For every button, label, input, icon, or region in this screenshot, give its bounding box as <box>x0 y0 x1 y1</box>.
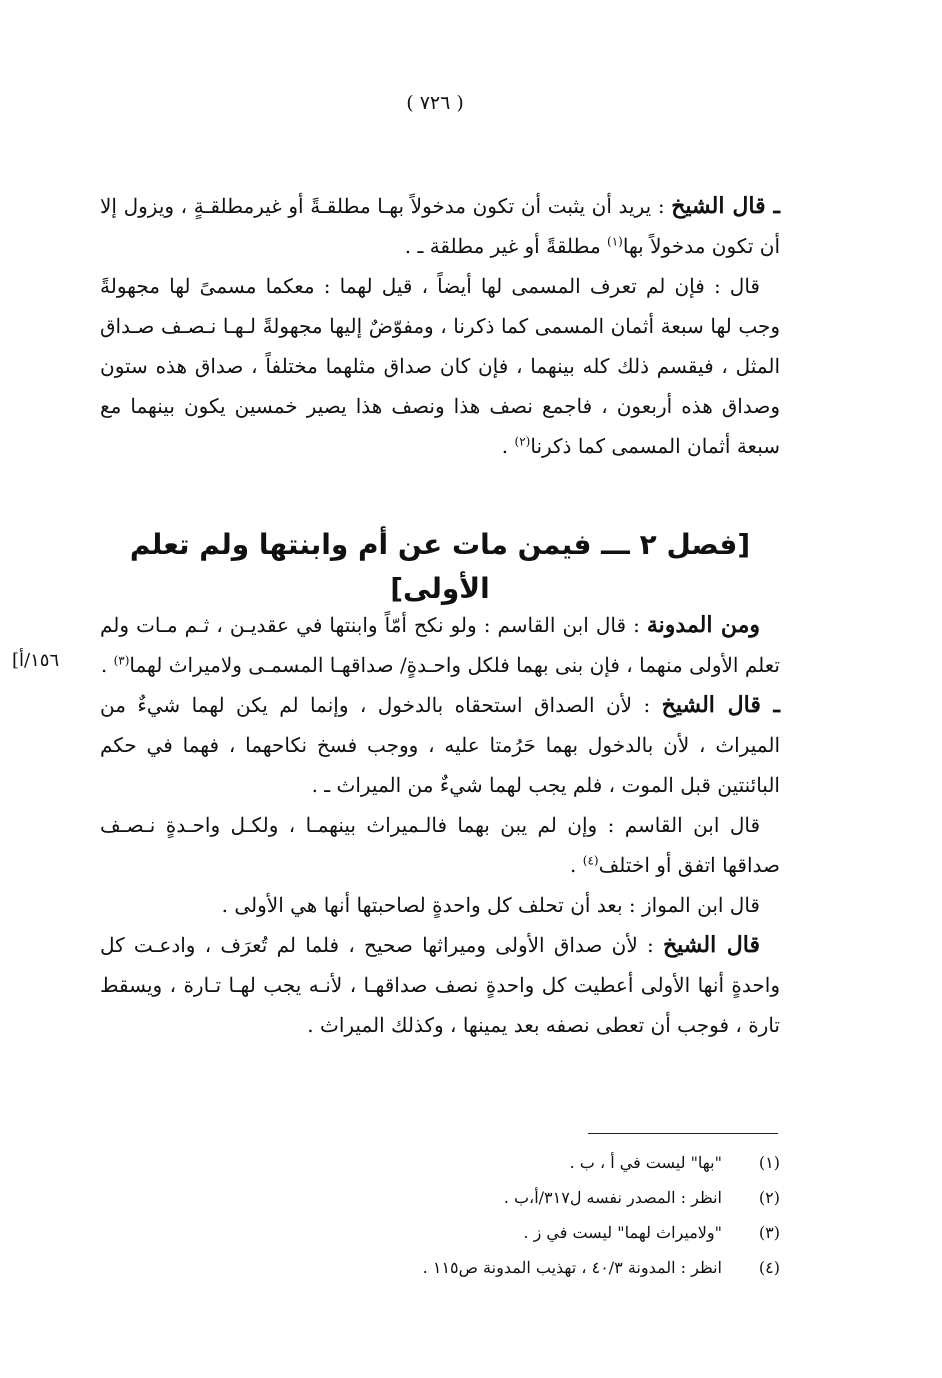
footnote-item <box>180 1223 780 1258</box>
paragraph <box>100 885 780 925</box>
footnote-text: "بها" ليست في أ ، ب . <box>569 1153 722 1172</box>
footnotes <box>180 1153 780 1293</box>
paragraph-tail: . <box>570 853 583 877</box>
footnote-number: (٣) <box>758 1223 780 1242</box>
paragraph-text: : قال ابن القاسم : ولو نكح أمّاً وابنتها في عقديـن ، ثـم مـات ولم تعلم الأولى منهما ، فإن بنى بهما فلكل واحـدةٍ/ صداقهـا المسمـى ولاميراث لهما <box>100 613 780 677</box>
paragraph <box>100 186 780 266</box>
footnote-text: انظر : المدونة ٤٠/٣ ، تهذيب المدونة ص١١٥ . <box>422 1258 722 1277</box>
footnote-text: "ولاميراث لهما" ليست في ز . <box>523 1223 722 1242</box>
footnote-item <box>180 1258 780 1293</box>
speaker-label: قال الشيخ <box>662 932 760 958</box>
footnote-number: (١) <box>758 1153 780 1172</box>
footnote-text: انظر : المصدر نفسه ل٣١٧/أ،ب . <box>503 1188 722 1207</box>
paragraph <box>100 925 780 1045</box>
footnote-number: (٢) <box>758 1188 780 1207</box>
footnote-marker: (١) <box>607 234 623 249</box>
paragraph-text: قال : فإن لم تعرف المسمى لها أيضاً ، قيل لهما : معكما مسمىً لها مجهولةً وجب لها سبعة أثمان المسمى كما ذكرنا ، ومفوّضٌ إليها مجهولةً لـهـا نـصـف صـداق المثل ، فيقسم ذلك كله بينهما ، فإن كان صداق مثلهما مختلفاً ، صداق هذه ستون وصداق هذه أربعون ، فاجمع نصف هذا ونصف هذا يصير خمسين يكون بينهما مع سبعة أثمان المسمى كما ذكرنا <box>100 274 780 458</box>
paragraph-text: : لأن الصداق استحقاه بالدخول ، وإنما لم يكن لهما شيءٌ من الميراث ، لأن بالدخول بهما حَرُمتا عليه ، ووجب فسخ نكاحهما ، فهما في حكم البائنتين قبل الموت ، فلم يجب لهما شيءٌ من الميراث ـ . <box>100 693 780 797</box>
paragraph <box>100 605 780 685</box>
page-number: ( ٧٢٦ ) <box>406 92 464 114</box>
body-block-2 <box>100 605 780 1045</box>
paragraph-tail: . <box>501 434 515 458</box>
footnote-number: (٤) <box>758 1258 780 1277</box>
footnote-marker: (٢) <box>514 434 531 449</box>
footnote-marker: (٣) <box>113 653 130 668</box>
paragraph <box>100 266 780 466</box>
footnote-marker: (٤) <box>582 853 599 868</box>
paragraph-text: قال ابن القاسم : وإن لم يبن بهما فالـميراث بينهمـا ، ولكـل واحـدةٍ نـصـف صداقها اتفق أو اختلف <box>100 813 780 877</box>
speaker-label: ـ قال الشيخ <box>661 692 780 718</box>
paragraph-tail: مطلقةً أو غير مطلقة ـ . <box>404 234 608 258</box>
paragraph-tail: . <box>100 653 114 677</box>
footnote-item <box>180 1153 780 1188</box>
paragraph-text: قال ابن المواز : بعد أن تحلف كل واحدةٍ لصاحبتها أنها هي الأولى . <box>221 893 760 917</box>
paragraph-text: : لأن صداق الأولى وميراثها صحيح ، فلما لم تُعرَف ، وادعـت كل واحدةٍ أنها الأولى أعطيت كل واحدةٍ نصف صداقهـا ، لأنـه يجب لهـا تـارة ، ويسقط تارة ، فوجب أن تعطى نصفه بعد يمينها ، وكذلك الميراث . <box>100 933 780 1037</box>
margin-folio-reference: [١٥٦/أ <box>12 650 60 671</box>
section-heading: [فصل ٢ ـــ فيمن مات عن أم وابنتها ولم تعلم الأولى] <box>129 528 751 605</box>
body-block-1 <box>100 186 780 466</box>
footnote-divider <box>588 1133 778 1134</box>
paragraph <box>100 805 780 885</box>
footnote-item <box>180 1188 780 1223</box>
speaker-label: ـ قال الشيخ <box>671 193 781 219</box>
paragraph-text: : يريد أن يثبت أن تكون مدخولاً بهـا مطلقـةً أو غيرمطلقـةٍ ، ويزول إلا أن تكون مدخولاً بها <box>100 194 780 258</box>
paragraph <box>100 685 780 805</box>
speaker-label: ومن المدونة <box>646 612 760 638</box>
